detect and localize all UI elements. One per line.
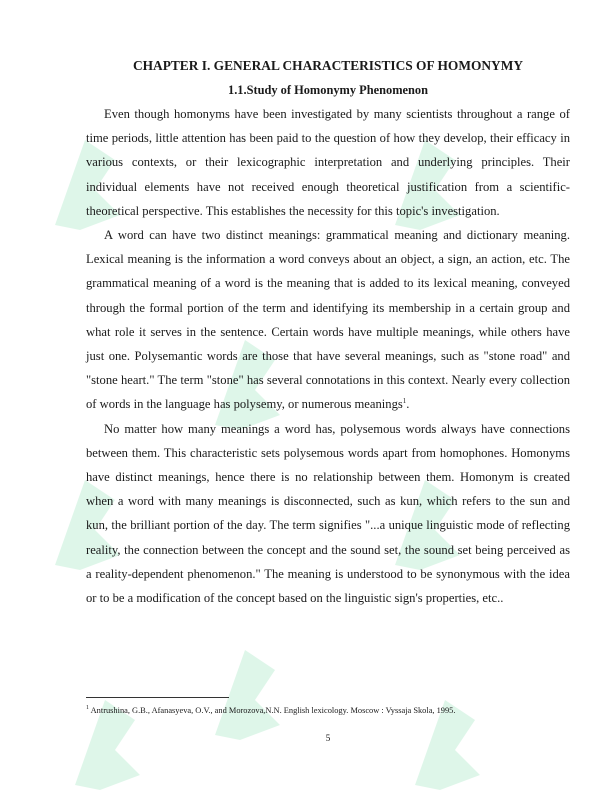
paragraph: Even though homonyms have been investigated by many scientists throughout a range of time periods, little attention has been paid to the question of how they develop, their efficacy in various contexts, or their lexicographic interpretation and underlying principles. Their individual elements have not received enough theoretical justification from a scientific-theoretical perspective. This establishes the necessity for this topic's investigation. [86,107,570,218]
footnote-text: Antrushina, G.B., Afanasyeva, O.V., and Morozova,N.N. English lexicology. Moscow : Vyssaja Skola, 1995. [89,706,456,715]
paragraph: No matter how many meanings a word has, polysemous words always have connections between them. This characteristic sets polysemous words apart from homophones. Homonyms have distinct meanings, hence there is no relationship between them. Homonym is created when a word with many meanings is disconnected, such as kun, which refers to the sun and kun, the brilliant portion of the day. The term signifies "...a unique linguistic mode of reflecting reality, the connection between the concept and the sound set, the sound set being perceived as a reality-dependent phenomenon." The meaning is understood to be synonymous with the idea or to be a modification of the concept based on the linguistic sign's properties, etc.. [86,421,570,606]
page-number: 5 [325,734,331,744]
paragraph-text: A word can have two distinct meanings: grammatical meaning and dictionary meaning. Lexical meaning is the information a word conveys about an object, a sign, an action, etc. The grammatical meaning of a word is the meaning that is added to its lexical meaning, conveyed through the formal portion of the term and identifying its membership in a certain group and what role it serves in the sentence. Certain words have multiple meanings, while others have just one. Polysemantic words are those that have several meanings, such as "stone road" and "stone heart." The term "stone" has several connotations in this context. Nearly every collection of words in the language has polysemy, or numerous meanings [86,228,570,412]
section-title: 1.1.Study of Homonymy Phenomenon [228,83,428,97]
footnote-marker: 1 [86,705,89,712]
footnote-divider [86,697,229,698]
paragraph [86,223,570,417]
document-page [86,0,570,792]
chapter-title: CHAPTER I. GENERAL CHARACTERISTICS OF HOMONYMY [132,58,524,73]
paragraph-end: . [406,397,410,412]
footnote [86,705,570,716]
footnote-reference[interactable]: 1 [402,397,407,406]
body-text [86,102,570,610]
